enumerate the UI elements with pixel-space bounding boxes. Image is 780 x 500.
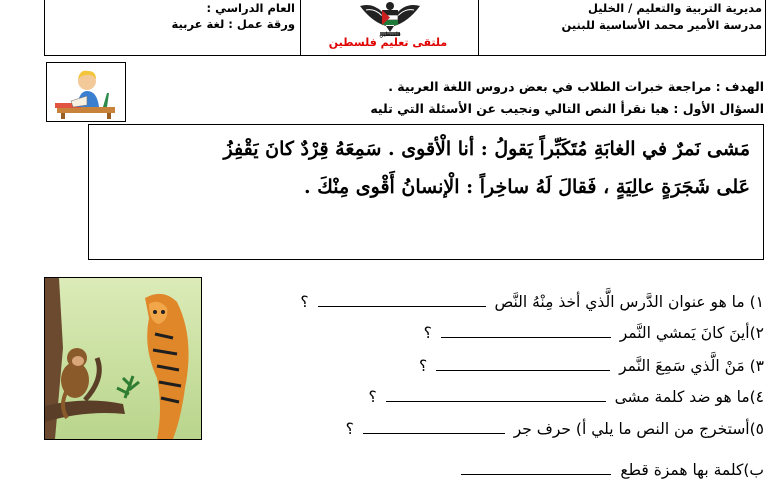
answer-blank[interactable] — [461, 460, 611, 475]
question-3 — [419, 356, 764, 375]
answer-blank[interactable] — [363, 419, 505, 434]
question-1 — [300, 292, 764, 311]
question-text: ٥)أستخرج من النص ما يلي أ) حرف جر — [513, 420, 764, 438]
question-mark: ؟ — [418, 357, 428, 375]
answer-blank[interactable] — [386, 387, 606, 402]
question-2 — [424, 323, 764, 342]
header-divider — [478, 0, 479, 56]
question-4 — [368, 387, 764, 406]
question-mark: ؟ — [423, 324, 432, 342]
worksheet-subject: ورقة عمل : لغة عربية — [171, 17, 295, 31]
question-text: ٢)أينَ كانَ يَمشي النَّمر — [619, 324, 764, 342]
answer-blank[interactable] — [436, 356, 610, 371]
answer-blank[interactable] — [318, 292, 486, 307]
header-divider — [300, 0, 301, 56]
school-name: مدرسة الأمير محمد الأساسية للبنين — [561, 18, 762, 32]
question-mark: ؟ — [345, 420, 354, 438]
directorate-label: مديرية التربية والتعليم / الخليل — [587, 1, 762, 15]
emblem-caption: فلسطين — [379, 31, 401, 38]
school-year-label: العام الدراسي : — [206, 1, 295, 15]
question-text: ٤)ما هو ضد كلمة مشى — [614, 388, 764, 406]
question-one-instructions: السؤال الأول : هيا نقرأ النص التالي ونجيب عن الأسئلة التي تليه — [370, 101, 764, 116]
question-5 — [346, 419, 764, 438]
question-text: ب)كلمة بها همزة قطع — [620, 461, 764, 479]
lesson-goal: الهدف : مراجعة خبرات الطلاب في بعض دروس اللغة العربية . — [388, 79, 764, 94]
answer-blank[interactable] — [441, 323, 611, 338]
question-text: ١) ما هو عنوان الدَّرس الَّذي أخذ مِنْهُ النَّص — [494, 293, 764, 311]
reading-child-illustration — [46, 62, 126, 122]
passage-line: مَشى نَمرٌ في الغابَةِ مُتَكَبِّراً يَقولُ : أنا الْأقوى . سَمِعَهُ قِرْدٌ كانَ يَقْفِزُ — [223, 138, 750, 160]
tiger-monkey-picture — [44, 277, 202, 440]
question-mark: ؟ — [300, 293, 309, 311]
question-5b — [457, 460, 764, 479]
passage-line: عَلى شَجَرَةٍ عالِيَةٍ ، فَقالَ لَهُ ساخِراً : الْإنسانُ أَقْوى مِنْكَ . — [304, 176, 750, 198]
watermark-text: ملتقى تعليم فلسطين — [328, 36, 448, 49]
question-mark: ؟ — [368, 388, 377, 406]
question-text: ٣) مَنْ الَّذي سَمِعَ النَّمر — [619, 357, 764, 375]
